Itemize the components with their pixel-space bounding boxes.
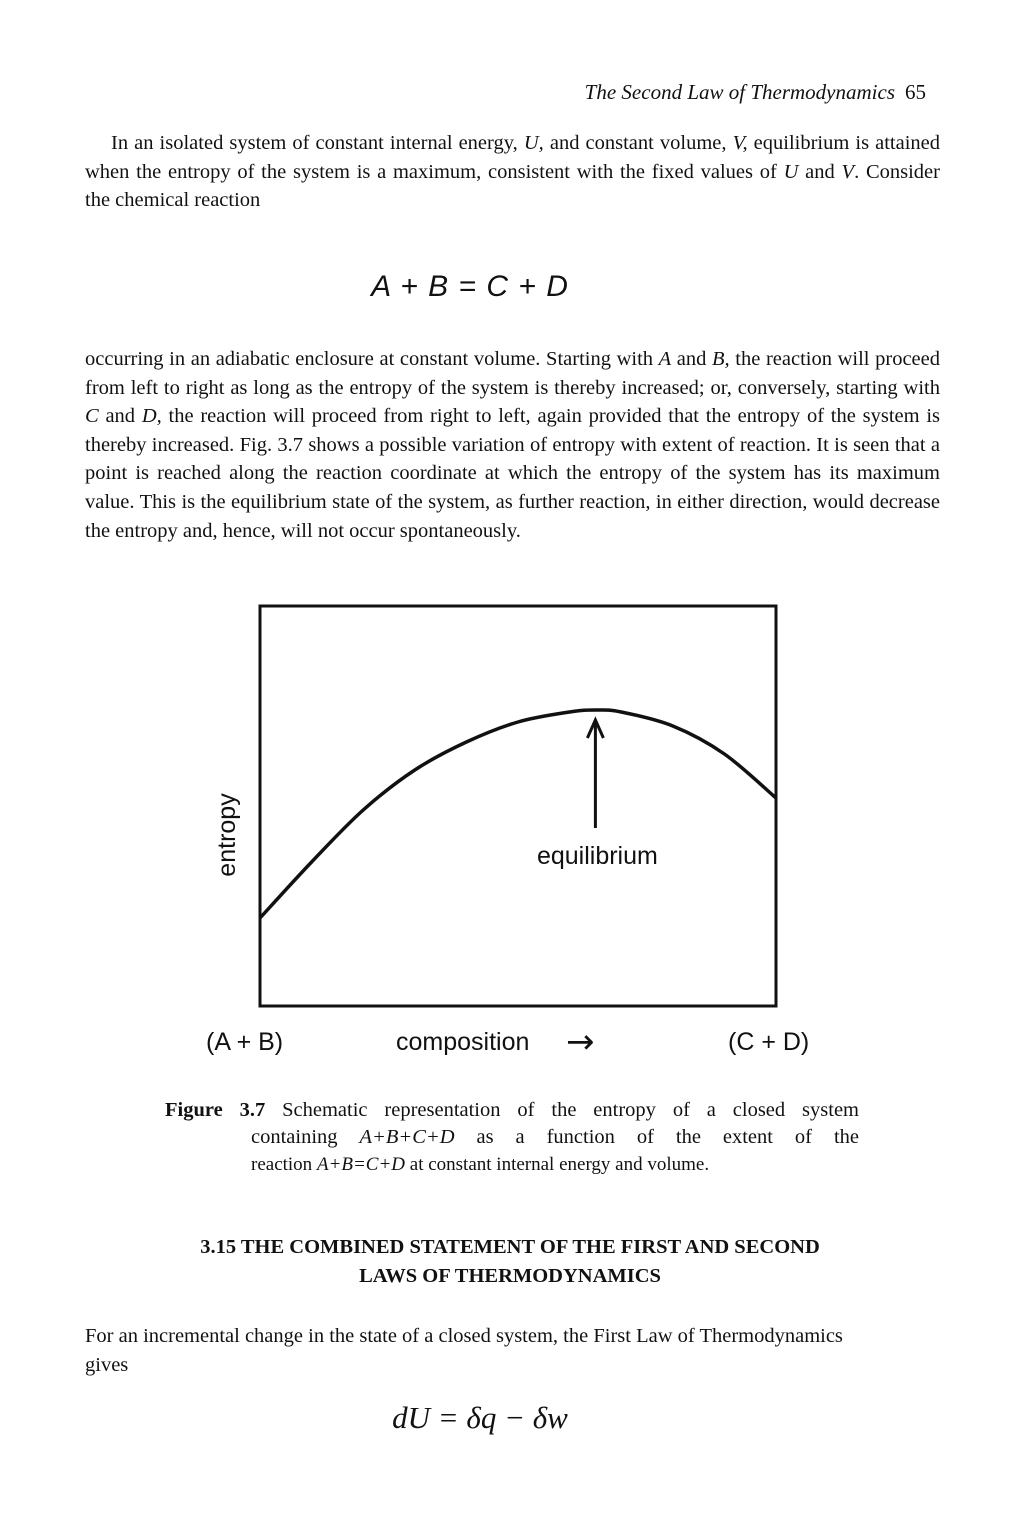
running-head: [500, 80, 926, 105]
var-B: B,: [712, 348, 730, 370]
entropy-curve: [260, 710, 776, 918]
text: at constant internal energy and volume.: [405, 1154, 710, 1175]
text: equilibrium is attained when the entropy of the system is a maximum, consistent with the fixed values of: [85, 132, 940, 183]
x-axis-arrow: →: [566, 1022, 595, 1062]
text: and: [798, 160, 842, 183]
text: A+B=C+D: [316, 1154, 406, 1175]
paragraph-adiabatic-reaction: [85, 345, 940, 545]
entropy-chart: [190, 595, 850, 1065]
text: reaction: [251, 1154, 317, 1175]
var-U: U: [783, 160, 799, 183]
x-label-left: (A + B): [206, 1028, 284, 1056]
caption-line-2: [251, 1124, 859, 1151]
caption-line-1: [165, 1097, 859, 1124]
text: and constant volume,: [543, 132, 733, 154]
text: occurring in an adiabatic enclosure at constant volume. Starting with: [85, 348, 659, 370]
paragraph-first-law: For an incremental change in the state of a closed system, the First Law of Thermodynamics gives: [85, 1325, 843, 1376]
plot-frame: [260, 606, 776, 1006]
text: and: [98, 405, 142, 428]
var-D: D,: [141, 405, 162, 428]
text: A+B+C+D: [359, 1126, 455, 1148]
text: the reaction will proceed from left to right as long as the entropy of the system is thereby increased; or, conversely, starting with: [85, 348, 940, 399]
caption-label: Figure 3.7: [165, 1099, 266, 1121]
y-axis-label: entropy: [213, 793, 241, 877]
text: . Consider the chemical reaction: [85, 160, 940, 212]
running-title: The Second Law of Thermodynamics: [584, 80, 895, 104]
var-V: V,: [732, 132, 748, 154]
var-U: U,: [523, 132, 544, 154]
figure-3-7: [190, 595, 850, 1065]
section-heading: [120, 1233, 900, 1291]
page-number: 65: [905, 80, 926, 104]
figure-caption: [165, 1097, 859, 1178]
heading-line-2: LAWS OF THERMODYNAMICS: [359, 1265, 661, 1287]
reaction-equation: A + B = C + D: [371, 270, 569, 303]
text: and: [671, 348, 713, 370]
first-law-equation: dU = δq − δw: [392, 1400, 568, 1435]
text: as a function of the extent of the: [454, 1126, 859, 1148]
text: Schematic representation of the entropy of a closed system: [265, 1099, 859, 1121]
x-axis-label: composition: [396, 1028, 530, 1056]
text: containing: [251, 1126, 360, 1148]
var-C: C: [85, 405, 99, 428]
var-V: V: [841, 160, 855, 183]
equilibrium-label: equilibrium: [536, 842, 658, 870]
text: the reaction will proceed from right to left, again provided that the entropy of the system is thereby increased. Fig. 3.7 shows a possible variation of entropy with extent of reaction. It is seen that a point is reached along the reaction coordinate at which the entropy of the system has its maximum value. This is the equilibrium state of the system, as further reaction, in either direction, would decrease the entropy and, hence, will not occur spontaneously.: [85, 405, 940, 542]
text: In an isolated system of constant internal energy,: [111, 132, 524, 154]
var-A: A: [658, 348, 672, 370]
heading-line-1: 3.15 THE COMBINED STATEMENT OF THE FIRST AND SECOND: [200, 1236, 820, 1258]
caption-line-3: [251, 1151, 859, 1178]
x-label-right: (C + D): [728, 1028, 810, 1056]
paragraph-isolated-system: [85, 129, 940, 215]
